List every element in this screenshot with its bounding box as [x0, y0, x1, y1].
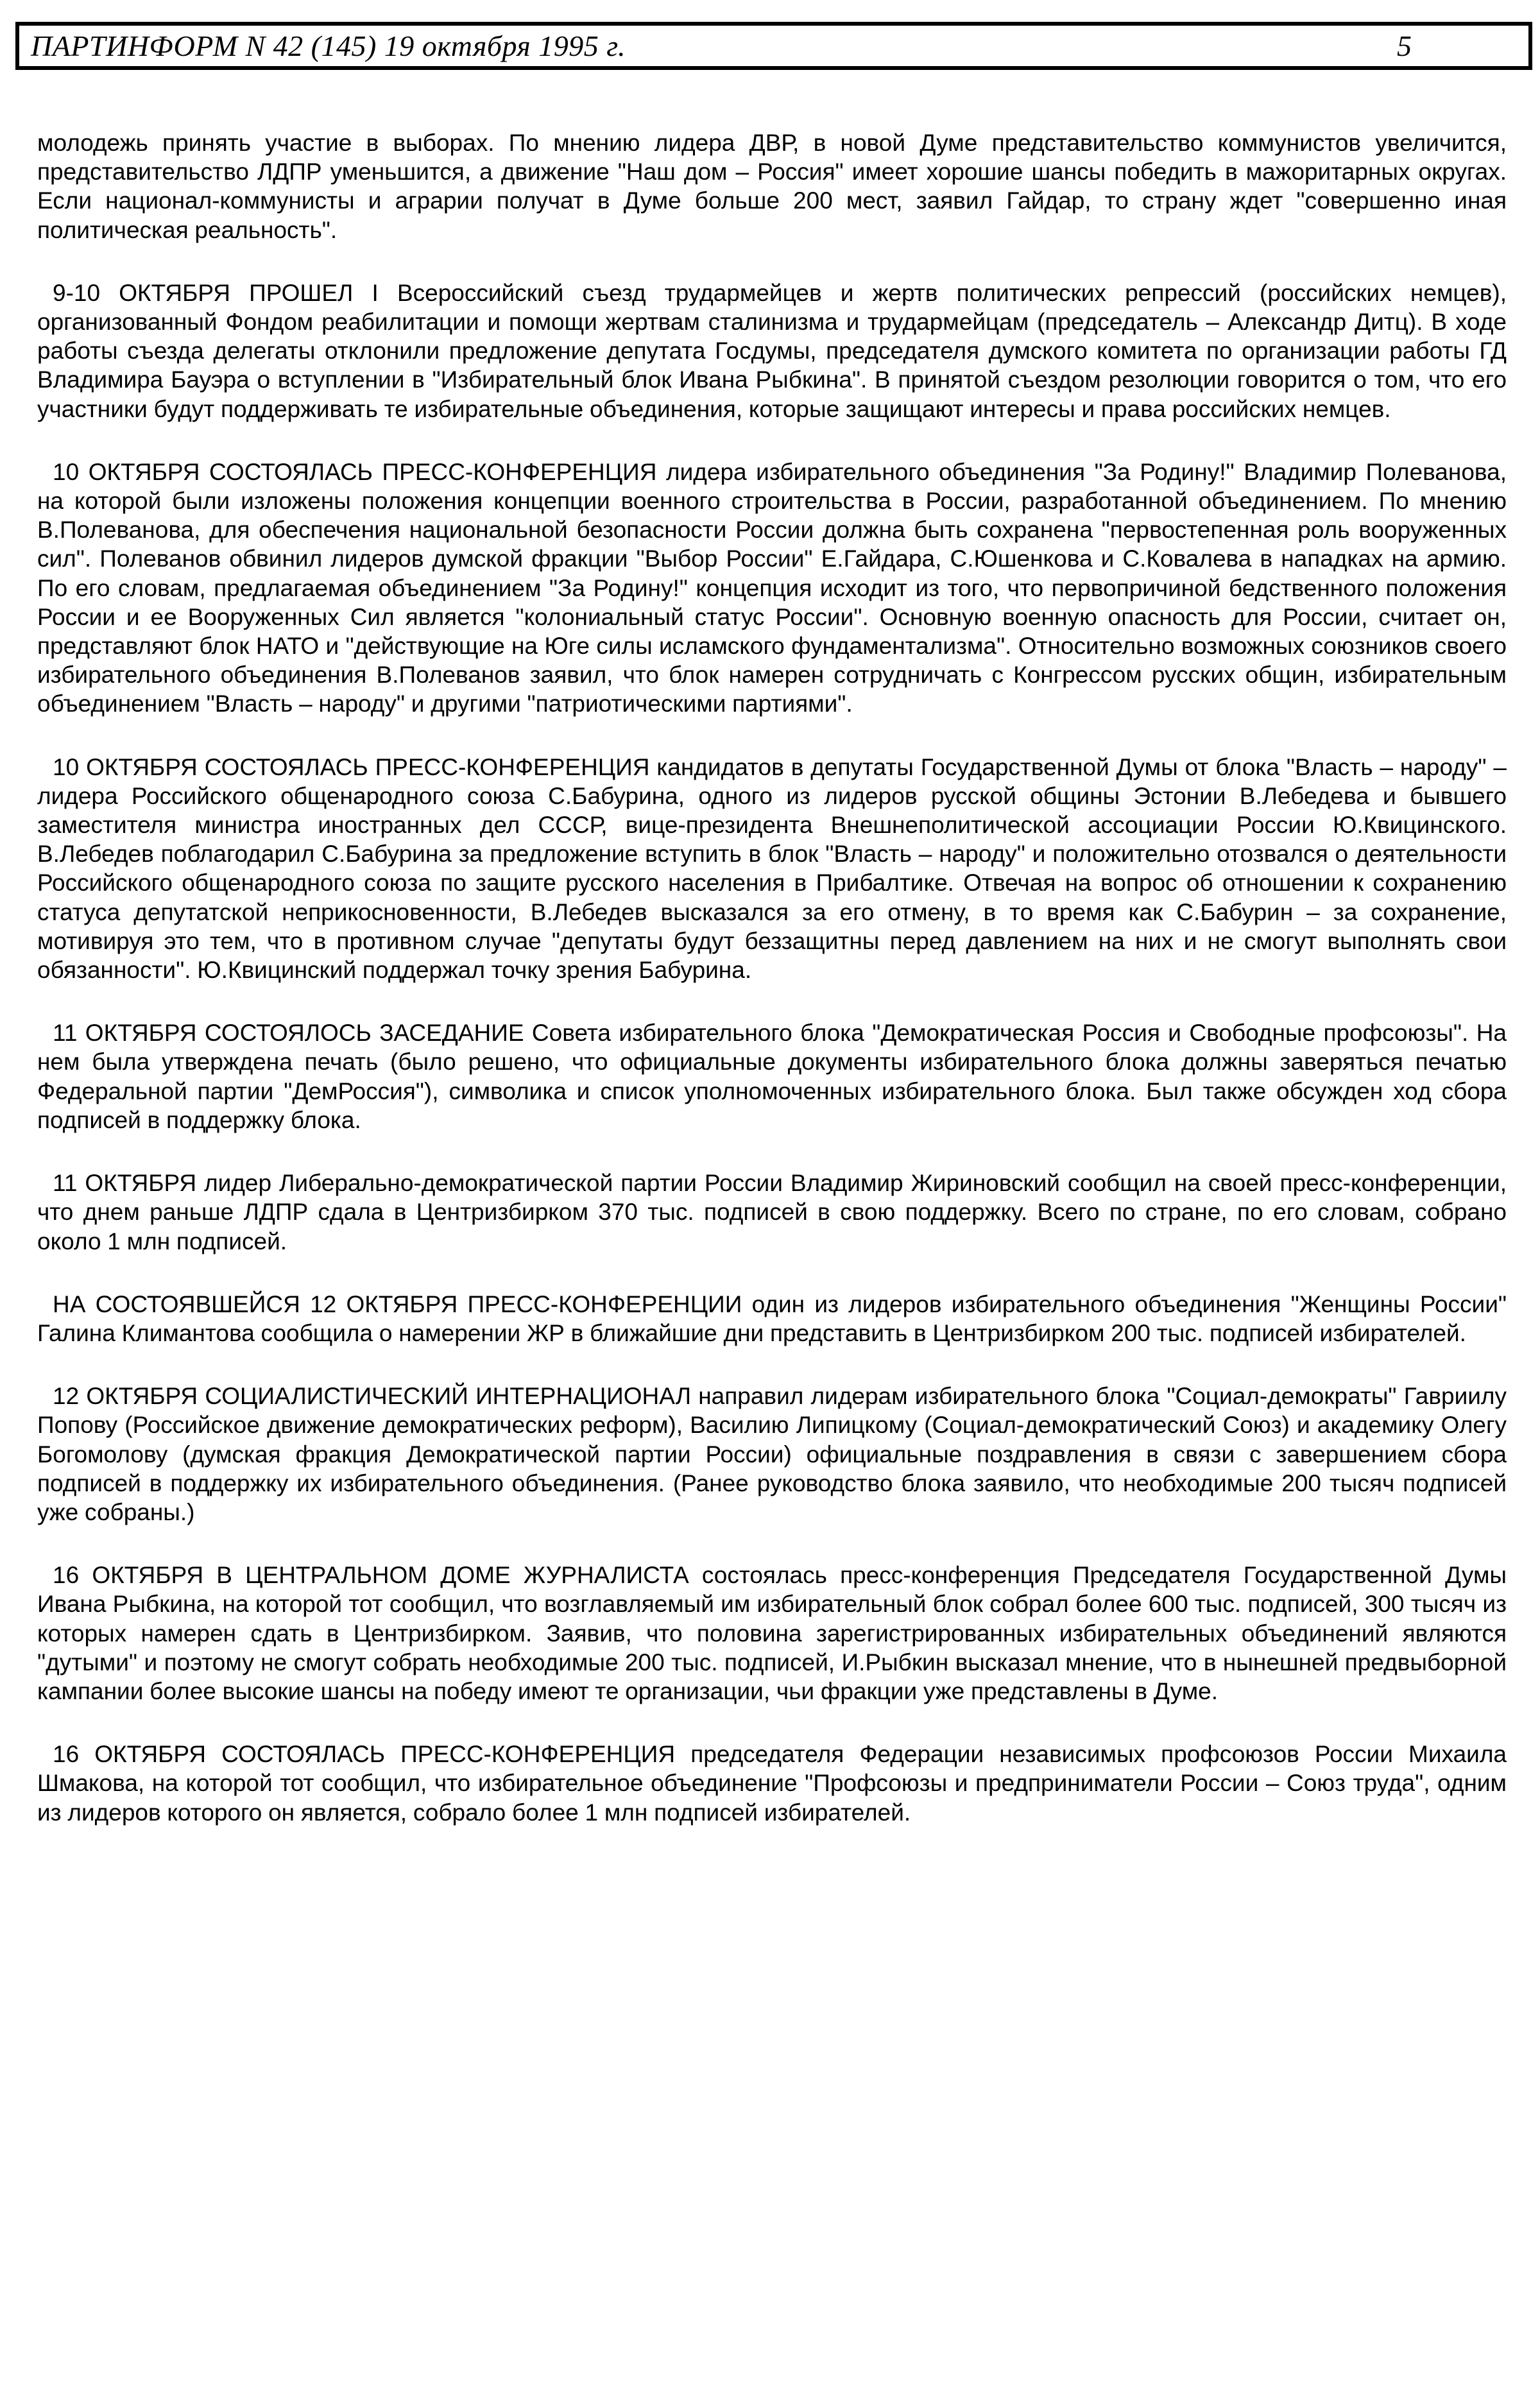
- paragraph-women-of-russia: НА СОСТОЯВШЕЙСЯ 12 ОКТЯБРЯ ПРЕСС-КОНФЕРЕНЦИИ один из лидеров избирательного объединения "Женщины России" Галина Климантова сообщила о намерении ЖР в ближайшие дни представить в Центризбирком 200 тыс. подписей избирателей.: [37, 1290, 1507, 1346]
- paragraph-trudarmy-congress: 9-10 ОКТЯБРЯ ПРОШЕЛ I Всероссийский съезд трудармейцев и жертв политических репрессий (российских немцев), организованный Фондом реабилитации и помощи жертвам сталинизма и трудармейцам (председатель – Александр Дитц). В ходе работы съезда делегаты отклонили предложение депутата Госдумы, председателя думского комитета по организации работы ГД Владимира Бауэра о вступлении в "Избирательный блок Ивана Рыбкина". В принятой съездом резолюции говорится о том, что его участники будут поддерживать те избирательные объединения, которые защищают интересы и права российских немцев.: [37, 279, 1507, 422]
- paragraph-rybkin-press-conference: 16 ОКТЯБРЯ В ЦЕНТРАЛЬНОМ ДОМЕ ЖУРНАЛИСТА состоялась пресс-конференция Председателя Государственной Думы Ивана Рыбкина, на которой тот сообщил, что возглавляемый им избирательный блок собрал более 600 тыс. подписей, 300 тысяч из которых намерен сдать в Центризбирком. Заявив, что половина зарегистрированных избирательных объединений являются "дутыми" и поэтому не смогут собрать необходимые 200 тыс. подписей, И.Рыбкин высказал мнение, что в нынешней предвыборной кампании более высокие шансы на победу имеют те организации, чьи фракции уже представлены в Думе.: [37, 1562, 1507, 1704]
- paragraph-vlast-narodu-press-conference: 10 ОКТЯБРЯ СОСТОЯЛАСЬ ПРЕСС-КОНФЕРЕНЦИЯ кандидатов в депутаты Государственной Думы от блока "Власть – народу" – лидера Российского общенародного союза С.Бабурина, одного из лидеров русской общины Эстонии В.Лебедева и бывшего заместителя министра иностранных дел СССР, вице-президента Внешнеполитической ассоциации России Ю.Квицинского. В.Лебедев поблагодарил С.Бабурина за предложение вступить в блок "Власть – народу" и положительно отозвался о деятельности Российского общенародного союза по защите русского населения в Прибалтике. Отвечая на вопрос об отношении к сохранению статуса депутатской неприкосновенности, В.Лебедев высказался за его отмену, в то время как С.Бабурин – за сохранение, мотивируя это тем, что в противном случае "депутаты будут беззащитны перед давлением на них и не смогут выполнять свои обязанности". Ю.Квицинский поддержал точку зрения Бабурина.: [37, 753, 1507, 984]
- page-number: 5: [1397, 30, 1412, 62]
- paragraph-ldpr-signatures: 11 ОКТЯБРЯ лидер Либерально-демократической партии России Владимир Жириновский сообщил на своей пресс-конференции, что днем раньше ЛДПР сдала в Центризбирком 370 тыс. подписей в свою поддержку. Всего по стране, по его словам, собрано около 1 млн подписей.: [37, 1170, 1507, 1255]
- paragraph-demrossiya-council: 11 ОКТЯБРЯ СОСТОЯЛОСЬ ЗАСЕДАНИЕ Совета избирательного блока "Демократическая Россия и Свободные профсоюзы". На нем была утверждена печать (было решено, что официальные документы избирательного блока должны заверяться печатью Федеральной партии "ДемРоссия"), символика и список уполномоченных избирательного блока. Был также обсужден ход сбора подписей в поддержку блока.: [37, 1020, 1507, 1133]
- publication-title: ПАРТИНФОРМ N 42 (145) 19 октября 1995 г.: [31, 30, 626, 62]
- article-body: [37, 128, 1507, 1861]
- paragraph-za-rodinu-press-conference: 10 ОКТЯБРЯ СОСТОЯЛАСЬ ПРЕСС-КОНФЕРЕНЦИЯ лидера избирательного объединения "За Родину!" Владимир Полеванова, на которой были изложены положения концепции военного строительства в России, разработанной объединением. По мнению В.Полеванова, для обеспечения национальной безопасности России должна быть сохранена "первостепенная роль вооруженных сил". Полеванов обвинил лидеров думской фракции "Выбор России" Е.Гайдара, С.Юшенкова и С.Ковалева в нападках на армию. По его словам, предлагаемая объединением "За Родину!" концепция исходит из того, что первопричиной бедственного положения России и ее Вооруженных Сил является "колониальный статус России". Основную военную опасность для России, считает он, представляют блок НАТО и "действующие на Юге силы исламского фундаментализма". Относительно возможных союзников своего избирательного объединения В.Полеванов заявил, что блок намерен сотрудничать с Конгрессом русских общин, избирательным объединением "Власть – народу" и другими "патриотическими партиями".: [37, 458, 1507, 717]
- paragraph-shmakov-press-conference: 16 ОКТЯБРЯ СОСТОЯЛАСЬ ПРЕСС-КОНФЕРЕНЦИЯ председателя Федерации независимых профсоюзов России Михаила Шмакова, на которой тот сообщил, что избирательное объединение "Профсоюзы и предприниматели России – Союз труда", одним из лидеров которого он является, собрало более 1 млн подписей избирателей.: [37, 1741, 1507, 1826]
- paragraph-socialist-international: 12 ОКТЯБРЯ СОЦИАЛИСТИЧЕСКИЙ ИНТЕРНАЦИОНАЛ направил лидерам избирательного блока "Социал-демократы" Гавриилу Попову (Российское движение демократических реформ), Василию Липицкому (Социал-демократический Союз) и академику Олегу Богомолову (думская фракция Демократической партии России) официальные поздравления в связи с завершением сбора подписей в поддержку их избирательного объединения. (Ранее руководство блока заявило, что необходимые 200 тысяч подписей уже собраны.): [37, 1383, 1507, 1525]
- page-header: [15, 22, 1532, 70]
- paragraph-gaidar-continuation: молодежь принять участие в выборах. По мнению лидера ДВР, в новой Думе представительство коммунистов увеличится, представительство ЛДПР уменьшится, а движение "Наш дом – Россия" имеет хорошие шансы победить в мажоритарных округах. Если национал-коммунисты и аграрии получат в Думе больше 200 мест, заявил Гайдар, то страну ждет "совершенно иная политическая реальность".: [37, 130, 1507, 243]
